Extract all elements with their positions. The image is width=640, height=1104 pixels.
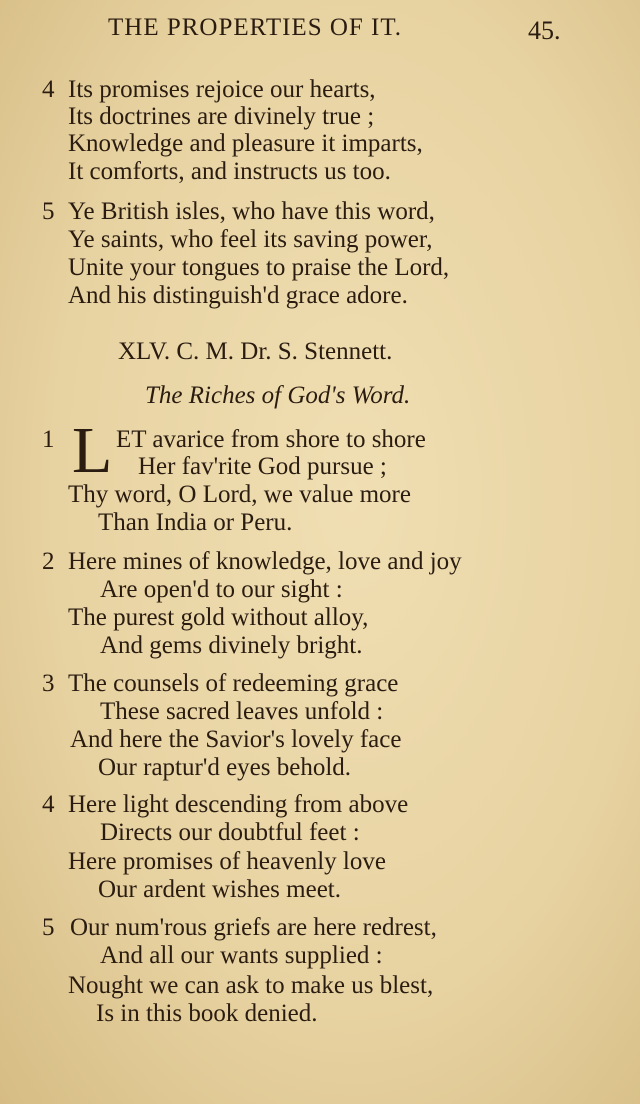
stanza-number: 4 — [42, 76, 55, 103]
stanza-number: 4 — [42, 791, 55, 818]
stanza-number: 5 — [42, 914, 55, 941]
verse-line: Knowledge and pleasure it imparts, — [68, 130, 423, 157]
verse-line: Are open'd to our sight : — [100, 576, 343, 603]
verse-line: Thy word, O Lord, we value more — [68, 481, 411, 508]
stanza-number: 1 — [42, 426, 55, 453]
verse-line: Nought we can ask to make us blest, — [68, 972, 434, 999]
verse-line: Is in this book denied. — [96, 1000, 318, 1027]
verse-line: Its promises rejoice our hearts, — [68, 76, 376, 103]
verse-line: Its doctrines are divinely true ; — [68, 103, 375, 130]
verse-line: And gems divinely bright. — [100, 632, 363, 659]
verse-line: Our raptur'd eyes behold. — [98, 754, 352, 781]
hymn-subtitle: The Riches of God's Word. — [145, 382, 411, 409]
verse-line: The counsels of redeeming grace — [68, 670, 399, 697]
verse-line: Ye British isles, who have this word, — [68, 198, 435, 225]
verse-line: Her fav'rite God pursue ; — [138, 453, 387, 480]
verse-line: Here light descending from above — [68, 791, 409, 818]
stanza-number: 2 — [42, 548, 55, 575]
verse-line: And all our wants supplied : — [100, 942, 383, 969]
verse-line: These sacred leaves unfold : — [100, 698, 384, 725]
verse-line: Unite your tongues to praise the Lord, — [68, 254, 450, 281]
verse-line: Ye saints, who feel its saving power, — [68, 226, 433, 253]
hymn-heading: XLV. C. M. Dr. S. Stennett. — [118, 338, 393, 365]
stanza-number: 5 — [42, 198, 55, 225]
drop-cap: L — [72, 414, 113, 487]
verse-line: And here the Savior's lovely face — [70, 726, 402, 753]
verse-line: Here promises of heavenly love — [68, 848, 386, 875]
verse-line: It comforts, and instructs us too. — [68, 158, 391, 185]
verse-line: Than India or Peru. — [98, 509, 293, 536]
verse-line: ET avarice from shore to shore — [116, 426, 426, 453]
verse-line: And his distinguish'd grace adore. — [68, 282, 408, 309]
verse-line: Our ardent wishes meet. — [98, 876, 341, 903]
verse-line: Directs our doubtful feet : — [100, 819, 360, 846]
stanza-number: 3 — [42, 670, 55, 697]
verse-line: Here mines of knowledge, love and joy — [68, 548, 462, 575]
verse-line: The purest gold without alloy, — [68, 604, 369, 631]
verse-line: Our num'rous griefs are here redrest, — [70, 914, 437, 941]
running-title: THE PROPERTIES OF IT. — [108, 14, 403, 41]
page-number: 45. — [528, 16, 561, 45]
